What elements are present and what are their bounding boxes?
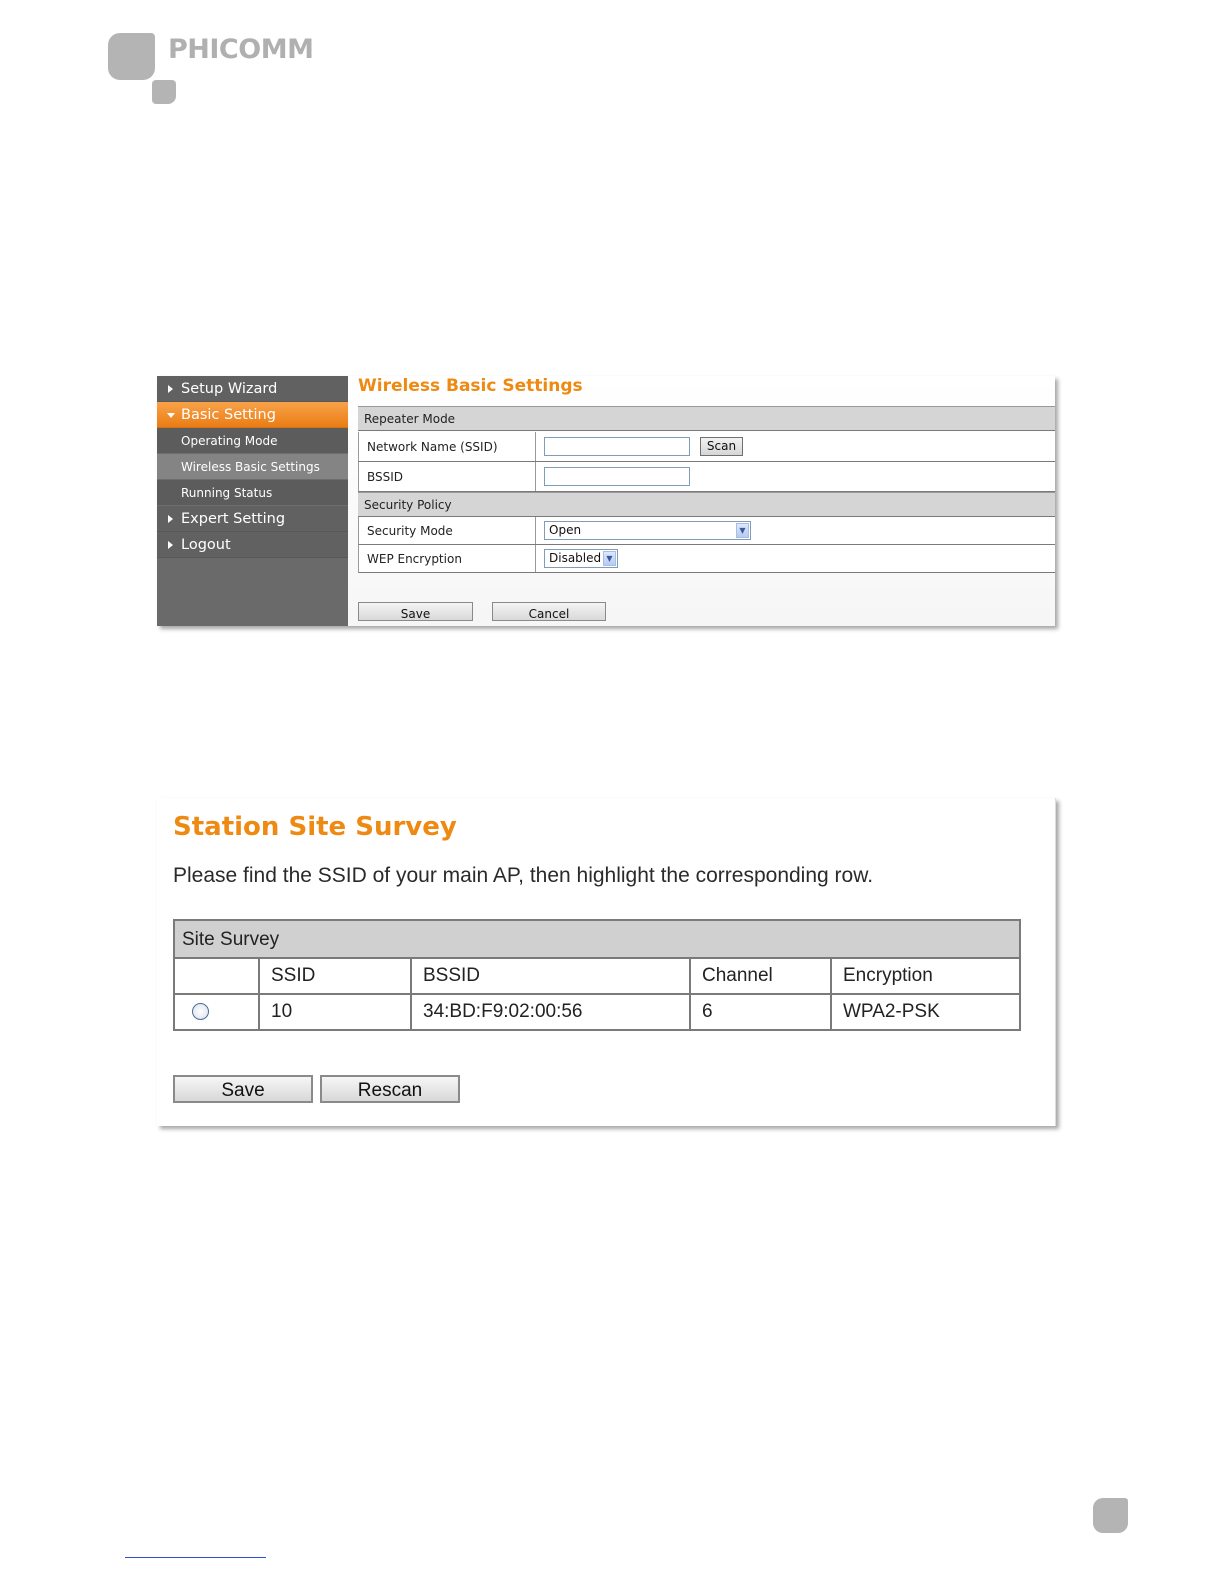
sidebar-item-label: Basic Setting	[181, 407, 276, 423]
save-button[interactable]: Save	[358, 602, 473, 621]
row-select-cell	[175, 994, 259, 1029]
caret-right-icon	[168, 515, 173, 523]
scan-button[interactable]: Scan	[700, 437, 743, 456]
settings-content	[348, 376, 1055, 626]
page-badge-mark	[1093, 1498, 1128, 1533]
column-header-ssid: SSID	[259, 959, 411, 994]
ssid-cell: 10	[259, 994, 411, 1029]
bssid-label: BSSID	[359, 462, 536, 491]
select-radio[interactable]	[192, 1003, 209, 1020]
sidebar-item-label: Expert Setting	[181, 511, 286, 527]
caret-right-icon	[168, 385, 173, 393]
ssid-input[interactable]	[544, 437, 690, 456]
logo-wordmark: PHICOMM	[168, 34, 314, 65]
column-header-bssid: BSSID	[411, 959, 690, 994]
chevron-down-icon[interactable]: ▼	[736, 523, 749, 538]
bssid-row	[358, 462, 1055, 492]
security-mode-label: Security Mode	[359, 517, 536, 544]
sidebar-item-label: Running Status	[181, 486, 273, 500]
wep-encryption-row	[358, 545, 1055, 573]
bssid-cell: 34:BD:F9:02:00:56	[411, 994, 690, 1029]
instruction-text: Please find the SSID of your main AP, then highlight the corresponding row.	[173, 864, 874, 887]
wireless-settings-screenshot	[157, 376, 1055, 626]
rescan-button[interactable]: Rescan	[320, 1075, 460, 1103]
page-title: Wireless Basic Settings	[358, 376, 583, 396]
section-header-repeater: Repeater Mode	[358, 406, 1055, 431]
sidebar-item-logout[interactable]	[157, 532, 348, 558]
sidebar-nav	[157, 376, 348, 626]
column-header-select	[175, 959, 259, 994]
chevron-down-icon[interactable]: ▼	[603, 551, 616, 566]
security-mode-select[interactable]	[544, 521, 751, 540]
wep-encryption-value: Disabled	[549, 551, 602, 565]
sidebar-item-wireless-basic-settings[interactable]	[157, 454, 348, 480]
table-title: Site Survey	[175, 921, 1019, 959]
channel-cell: 6	[690, 994, 831, 1029]
site-survey-screenshot	[157, 798, 1056, 1126]
sidebar-item-label: Logout	[181, 537, 231, 553]
sidebar-item-label: Wireless Basic Settings	[181, 460, 320, 474]
column-header-encryption: Encryption	[831, 959, 1019, 994]
section-header-security: Security Policy	[358, 492, 1055, 517]
caret-down-icon	[167, 413, 175, 418]
ssid-row	[358, 432, 1055, 462]
wep-encryption-label: WEP Encryption	[359, 545, 536, 572]
caret-right-icon	[168, 541, 173, 549]
sidebar-item-setup-wizard[interactable]	[157, 376, 348, 402]
logo-mark-small	[152, 80, 176, 104]
security-mode-value: Open	[549, 523, 582, 537]
table-row[interactable]	[175, 994, 1019, 1029]
sidebar-item-basic-setting[interactable]	[157, 402, 348, 428]
footer-divider	[125, 1557, 266, 1558]
sidebar-item-running-status[interactable]	[157, 480, 348, 506]
sidebar-item-label: Setup Wizard	[181, 381, 278, 397]
sidebar-item-expert-setting[interactable]	[157, 506, 348, 532]
save-button[interactable]: Save	[173, 1075, 313, 1103]
security-mode-row	[358, 517, 1055, 545]
phicomm-logo	[108, 33, 338, 105]
encryption-cell: WPA2-PSK	[843, 1001, 940, 1022]
ssid-label: Network Name (SSID)	[359, 432, 536, 461]
site-survey-table	[173, 919, 1021, 1031]
cancel-button[interactable]: Cancel	[492, 602, 606, 621]
wep-encryption-select[interactable]	[544, 549, 618, 568]
sidebar-item-operating-mode[interactable]	[157, 428, 348, 454]
logo-mark-large	[108, 33, 155, 80]
column-header-channel: Channel	[690, 959, 831, 994]
page-title: Station Site Survey	[173, 812, 457, 842]
table-header-row	[175, 959, 1019, 994]
sidebar-item-label: Operating Mode	[181, 434, 278, 448]
bssid-input[interactable]	[544, 467, 690, 486]
